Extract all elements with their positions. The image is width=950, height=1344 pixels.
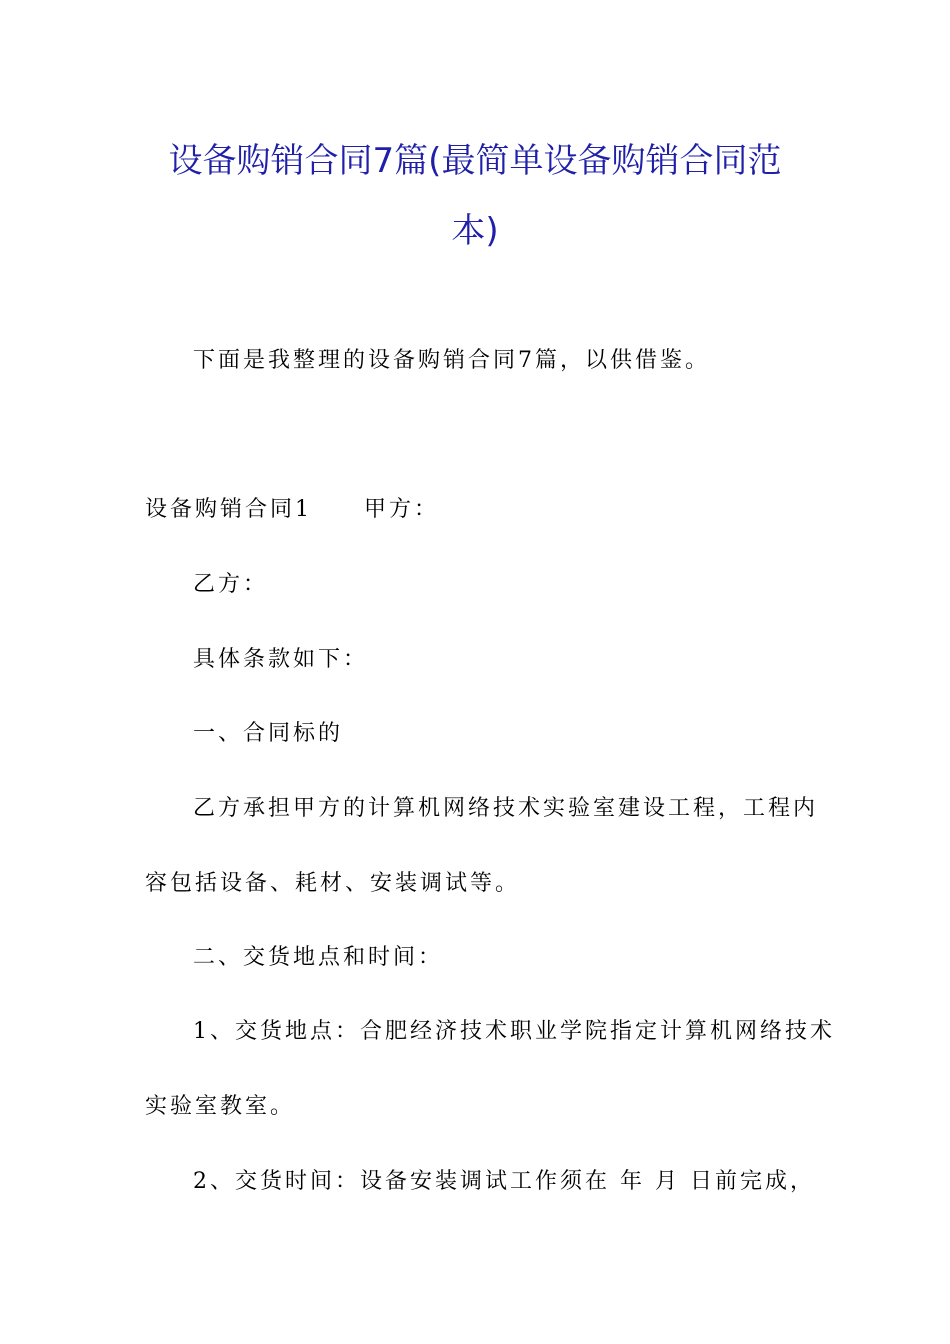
intro-paragraph: 下面是我整理的设备购销合同7篇，以供借鉴。 (193, 348, 710, 373)
contract-heading-row (145, 495, 439, 525)
item1-line1: 1、交货地点：合肥经济技术职业学院指定计算机网络技术 (193, 1019, 835, 1044)
contract-heading: 设备购销合同1 (145, 497, 312, 522)
section1-text-line2: 容包括设备、耗材、安装调试等。 (145, 871, 521, 896)
terms-intro: 具体条款如下： (193, 647, 369, 672)
item2-line1: 2、交货时间：设备安装调试工作须在 年 月 日前完成， (193, 1169, 815, 1194)
section1-title: 一、合同标的 (193, 721, 344, 746)
party-b-label: 乙方： (193, 572, 269, 597)
party-a-label: 甲方： (364, 497, 440, 522)
item1-line2: 实验室教室。 (145, 1094, 296, 1119)
section2-title: 二、交货地点和时间： (193, 945, 444, 970)
section1-text-line1: 乙方承担甲方的计算机网络技术实验室建设工程，工程内 (193, 796, 819, 821)
document-title-line2: 本) (451, 211, 499, 251)
document-title-line1: 设备购销合同7篇(最简单设备购销合同范 (168, 141, 782, 181)
